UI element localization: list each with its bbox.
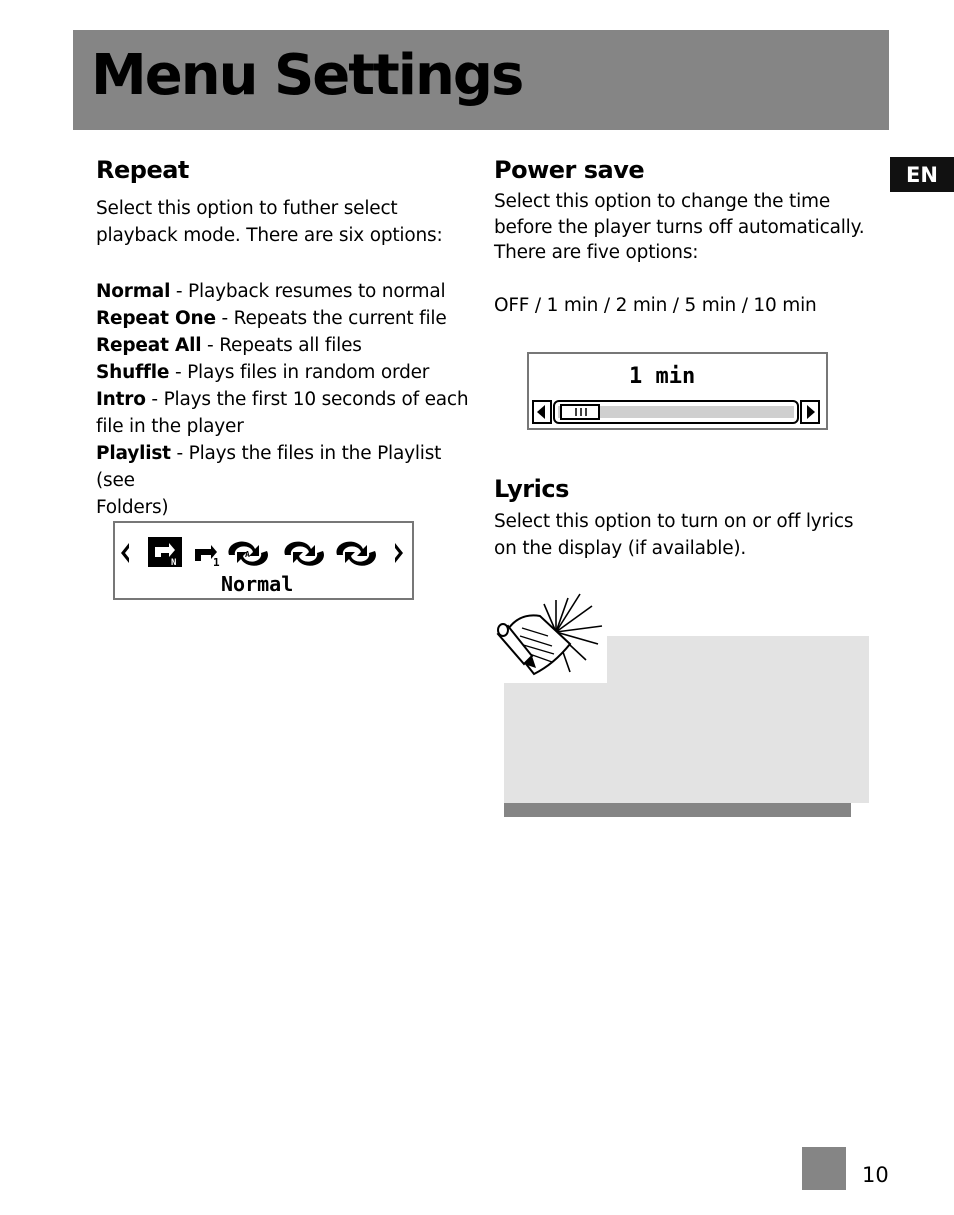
lyrics-line: on the display (if available). <box>494 538 747 559</box>
option-term: Repeat All <box>96 335 202 356</box>
option-normal <box>96 278 476 305</box>
option-term: Repeat One <box>96 308 216 329</box>
svg-text:A: A <box>245 550 250 559</box>
note-box-shadow <box>504 803 851 817</box>
repeat-intro-line: playback mode. There are six options: <box>96 225 443 246</box>
option-repeat-all <box>96 332 476 359</box>
power-save-options: OFF / 1 min / 2 min / 5 min / 10 min <box>494 295 817 316</box>
repeat-all-icon <box>228 542 268 566</box>
intro-icon <box>336 542 376 566</box>
page-title: Menu Settings <box>91 43 523 108</box>
option-term: Shuffle <box>96 362 170 383</box>
option-desc: - Playback resumes to normal <box>170 281 446 302</box>
repeat-mode-lcd-screen <box>113 521 414 600</box>
power-save-line: before the player turns off automatically. <box>494 216 865 238</box>
left-arrow-icon <box>121 543 129 563</box>
right-arrow-icon <box>395 543 403 563</box>
option-desc: - Plays the first 10 seconds of each <box>145 389 469 410</box>
lyrics-line: Select this option to turn on or off lyrics <box>494 511 854 532</box>
option-term: Intro <box>96 389 146 410</box>
power-save-line: There are five options: <box>494 242 699 263</box>
option-intro <box>96 386 476 413</box>
slider-thumb <box>561 405 599 419</box>
option-repeat-one <box>96 305 476 332</box>
option-term: Playlist <box>96 443 171 464</box>
repeat-heading: Repeat <box>96 156 189 184</box>
repeat-lcd-label: Normal <box>221 572 294 596</box>
power-save-heading: Power save <box>494 156 645 184</box>
repeat-intro <box>96 195 476 249</box>
option-term: Normal <box>96 281 171 302</box>
page-number: 10 <box>862 1163 889 1187</box>
language-tab: EN <box>890 157 954 192</box>
shuffle-icon <box>284 542 324 566</box>
option-desc: - Plays the files in the Playlist (see <box>96 443 442 491</box>
page-header <box>73 30 889 130</box>
power-save-line: Select this option to change the time <box>494 191 831 212</box>
option-intro-cont: file in the player <box>96 416 244 437</box>
option-playlist <box>96 440 476 494</box>
note-paper-icon <box>494 592 607 682</box>
lyrics-description <box>494 508 894 562</box>
repeat-options-list <box>96 278 476 521</box>
option-playlist-cont: Folders) <box>96 497 169 518</box>
repeat-one-icon <box>195 545 220 569</box>
page-number-box <box>802 1147 846 1190</box>
power-save-slider <box>529 354 826 428</box>
lyrics-heading: Lyrics <box>494 475 569 503</box>
option-desc: - Repeats all files <box>201 335 362 356</box>
power-save-description <box>494 189 894 266</box>
power-save-lcd-screen <box>527 352 828 430</box>
repeat-intro-line: Select this option to futher select <box>96 198 398 219</box>
svg-text:N: N <box>171 558 177 568</box>
option-desc: - Plays files in random order <box>169 362 430 383</box>
option-desc: - Repeats the current file <box>215 308 447 329</box>
svg-text:1: 1 <box>213 556 220 569</box>
option-shuffle <box>96 359 476 386</box>
power-save-lcd-label: 1 min <box>629 364 696 389</box>
